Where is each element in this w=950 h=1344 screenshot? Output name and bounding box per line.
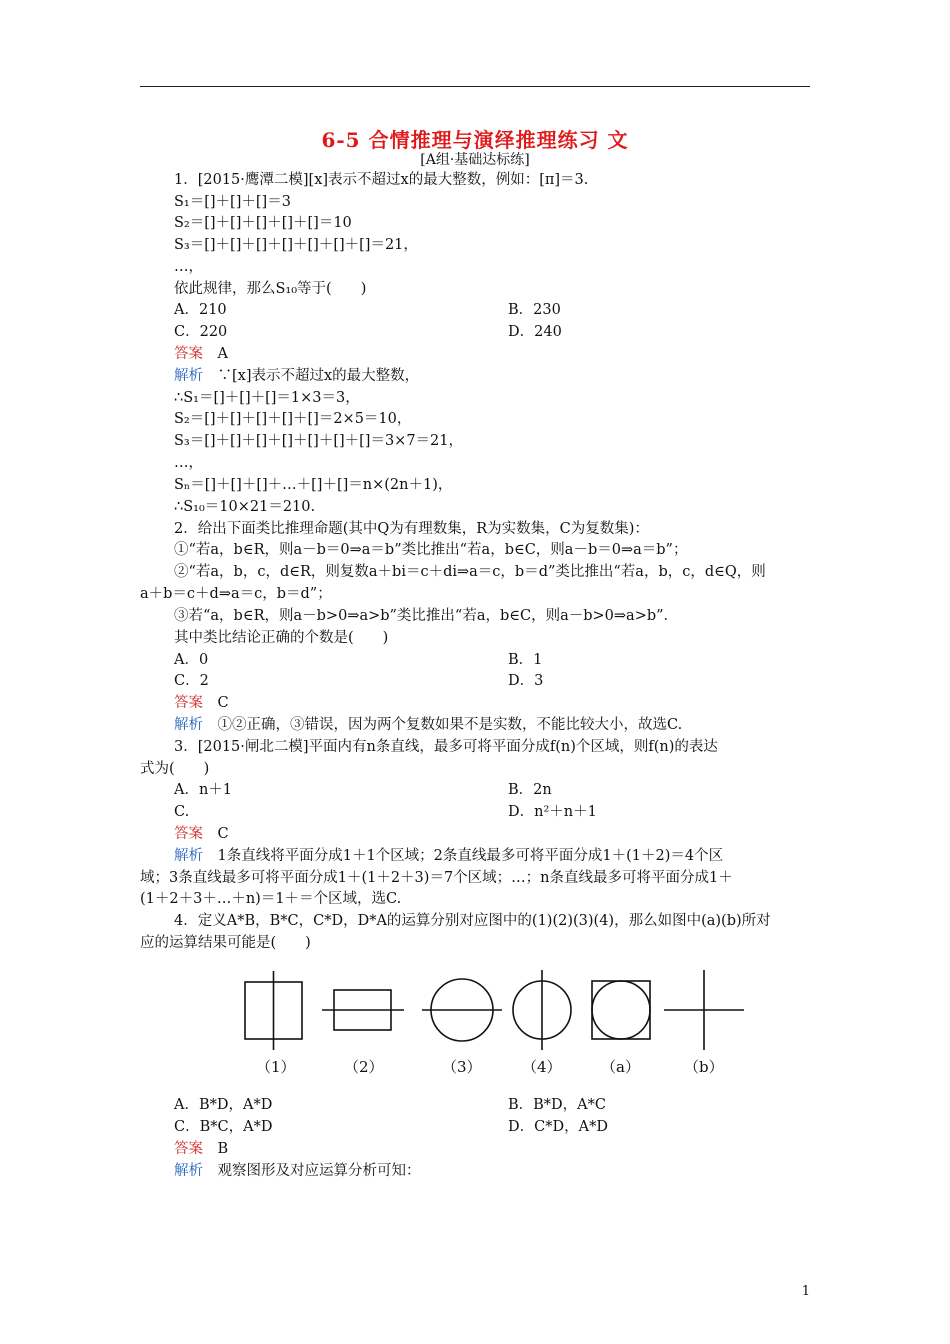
answer-label: 答案 — [174, 695, 203, 711]
q3-option-d: D．n²＋n＋1 — [508, 804, 597, 820]
q4-option-a: A．B*D，A*D — [174, 1097, 273, 1113]
q1-ex5: …， — [174, 455, 203, 471]
q1-analysis — [174, 366, 419, 386]
caption-3: （3） — [442, 1058, 482, 1076]
q3-ex3: (1＋2＋3＋…＋n)＝1＋＝个区域，选C. — [140, 891, 402, 907]
q3-answer — [174, 824, 229, 844]
q1-answer — [174, 344, 228, 364]
q4-ex: 观察图形及对应运算分析可知： — [217, 1163, 421, 1179]
answer-label: 答案 — [174, 826, 203, 842]
q2-stem: 2．给出下面类比推理命题(其中Q为有理数集，R为实数集，C为复数集)： — [174, 521, 649, 537]
q1-option-d: D．240 — [508, 324, 562, 340]
q1-ex6: Sₙ＝[]＋[]＋[]＋…＋[]＋[]＝n×(2n＋1)， — [174, 477, 453, 493]
q2-answer — [174, 693, 229, 713]
q2-analysis — [174, 715, 682, 735]
q4-answer — [174, 1139, 228, 1159]
q3-stem-b: 式为( ) — [140, 761, 210, 777]
q2-ex: ①②正确，③错误，因为两个复数如果不是实数，不能比较大小，故选C. — [217, 717, 683, 733]
section-subtitle: [A组·基础达标练] — [420, 152, 530, 168]
caption-b: （b） — [684, 1058, 724, 1076]
caption-2: （2） — [344, 1058, 384, 1076]
q4-analysis — [174, 1161, 421, 1181]
analysis-label: 解析 — [174, 717, 203, 733]
q2-item-3: ③若“a，b∈R，则a－b>0⇒a>b”类比推出“若a，b∈C，则a－b>0⇒a>b”． — [174, 608, 679, 624]
q1-ex1: ∵[x]表示不超过x的最大整数， — [217, 368, 420, 384]
q2-item-2b: a＋b＝c＋d⇒a＝c，b＝d”； — [140, 586, 332, 602]
q2-item-2a: ②“若a，b，c，d∈R，则复数a＋bi＝c＋di⇒a＝c，b＝d”类比推出“若a，b，c，d∈Q，则 — [174, 564, 766, 580]
q1-ex4: S₃＝[]＋[]＋[]＋[]＋[]＋[]＋[]＝3×7＝21， — [174, 433, 463, 449]
q3-answer-value: C — [217, 826, 229, 842]
answer-label: 答案 — [174, 1141, 203, 1157]
q1-option-b: B．230 — [508, 302, 561, 318]
q2-answer-value: C — [217, 695, 229, 711]
q1-s1: S₁＝[]＋[]＋[]＝3 — [174, 194, 291, 210]
page-number: 1 — [801, 1284, 810, 1299]
q3-ex2: 域；3条直线最多可将平面分成1＋(1＋2＋3)＝7个区域；…；n条直线最多可将平面分成1＋ — [140, 870, 733, 886]
q1-ex7: ∴S₁₀＝10×21＝210. — [174, 499, 316, 515]
q1-s3: S₃＝[]＋[]＋[]＋[]＋[]＋[]＋[]＝21， — [174, 237, 418, 253]
q1-option-c: C．220 — [174, 324, 228, 340]
q1-stem: 1．[2015·鹰潭二模][x]表示不超过x的最大整数，例如：[π]＝3. — [174, 172, 589, 188]
caption-4: （4） — [522, 1058, 562, 1076]
caption-a: （a） — [601, 1058, 640, 1076]
q1-ex2: ∴S₁＝[]＋[]＋[]＝1×3＝3， — [174, 390, 360, 406]
q4-answer-value: B — [217, 1141, 229, 1157]
analysis-label: 解析 — [174, 848, 203, 864]
q2-item-1: ①“若a，b∈R，则a－b＝0⇒a＝b”类比推出“若a，b∈C，则a－b＝0⇒a＝b”； — [174, 542, 688, 558]
q1-answer-value: A — [217, 346, 228, 362]
q1-option-a: A．210 — [174, 302, 227, 318]
page-title: 6-5 合情推理与演绎推理练习 文 — [321, 128, 629, 152]
q4-stem-a: 4．定义A*B，B*C，C*D，D*A的运算分别对应图中的(1)(2)(3)(4)，那么如图中(a)(b)所对 — [174, 913, 771, 929]
q4-option-b: B．B*D，A*C — [508, 1097, 607, 1113]
q1-s2: S₂＝[]＋[]＋[]＋[]＋[]＝10 — [174, 215, 352, 231]
q3-option-b: B．2n — [508, 782, 552, 798]
q3-option-a: A．n＋1 — [174, 782, 233, 798]
figa-circle — [592, 981, 650, 1039]
q2-option-d: D．3 — [508, 673, 544, 689]
q2-option-a: A．0 — [174, 652, 209, 668]
q3-option-c: C. — [174, 804, 190, 820]
q1-ask: 依此规律，那么S₁₀等于( ) — [174, 281, 367, 297]
q4-option-c: C．B*C，A*D — [174, 1119, 273, 1135]
q1-ex3: S₂＝[]＋[]＋[]＋[]＋[]＝2×5＝10， — [174, 411, 412, 427]
q3-analysis — [174, 846, 723, 866]
analysis-label: 解析 — [174, 1163, 203, 1179]
q3-ex1: 1条直线将平面分成1＋1个区域；2条直线最多可将平面分成1＋(1＋2)＝4个区 — [217, 848, 724, 864]
caption-1: （1） — [256, 1058, 296, 1076]
q2-ask: 其中类比结论正确的个数是( ) — [174, 630, 389, 646]
header-rule — [140, 86, 810, 87]
analysis-label: 解析 — [174, 368, 203, 384]
q4-stem-b: 应的运算结果可能是( ) — [140, 935, 311, 951]
q4-option-d: D．C*D，A*D — [508, 1119, 608, 1135]
q2-option-b: B．1 — [508, 652, 543, 668]
answer-label: 答案 — [174, 346, 203, 362]
q3-stem-a: 3．[2015·闸北二模]平面内有n条直线，最多可将平面分成f(n)个区域，则f(n)的表达 — [174, 739, 718, 755]
q2-option-c: C．2 — [174, 673, 209, 689]
q1-dots: …， — [174, 259, 203, 275]
